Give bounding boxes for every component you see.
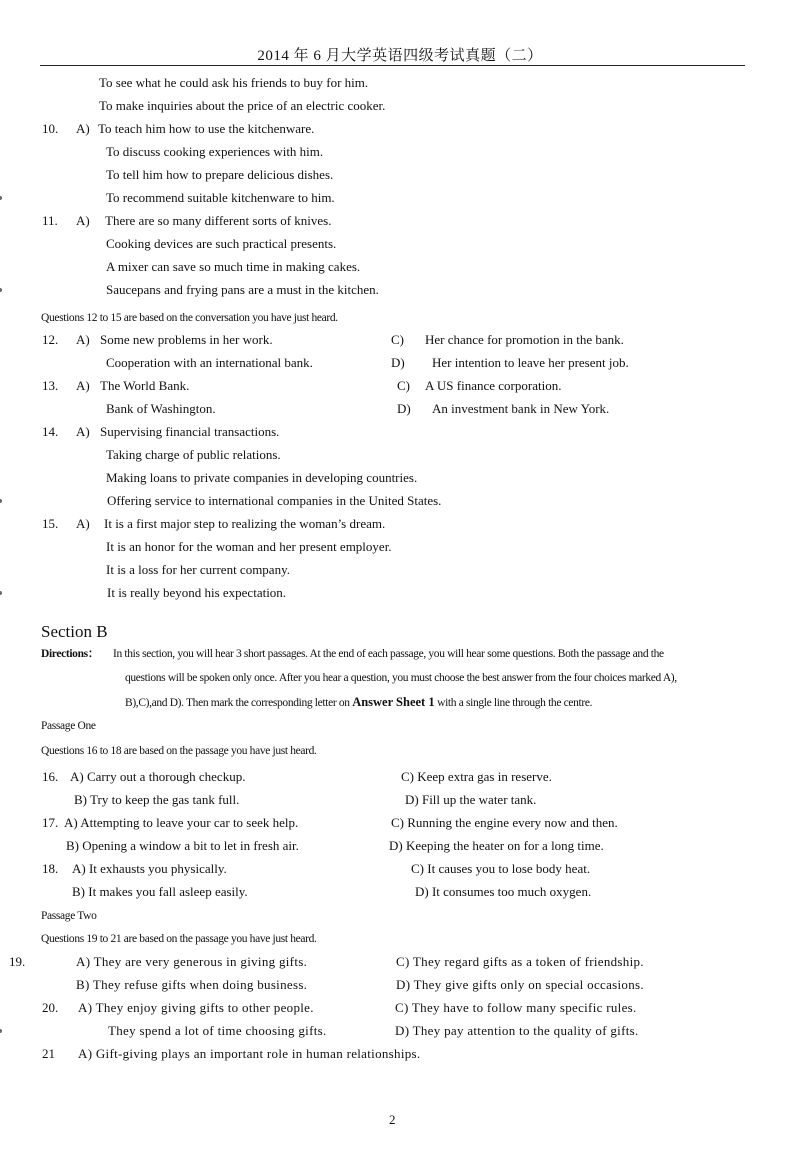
q12-option-b: Cooperation with an international bank. [106, 355, 313, 370]
q12-d-label: D) [391, 355, 405, 370]
directions-line-2: questions will be spoken only once. After you hear a question, you must choose the best answer from the four choices marked A), [125, 672, 677, 684]
q17-option-b: B) Opening a window a bit to let in fresh air. [66, 838, 299, 853]
q20-option-c: C) They have to follow many specific rules. [395, 1000, 637, 1015]
q12-option-a: Some new problems in her work. [100, 332, 273, 347]
section-b-title: Section B [41, 622, 108, 641]
q12-number: 12. [42, 332, 59, 347]
passage-two-title: Passage Two [41, 910, 97, 922]
q19-number: 19. [9, 954, 26, 969]
q13-option-d: An investment bank in New York. [432, 401, 610, 416]
q12-c-label: C) [391, 332, 404, 347]
q18-option-a: A) It exhausts you physically. [72, 861, 227, 876]
q13-c-label: C) [397, 378, 410, 393]
page-header-title: 2014 年 6 月大学英语四级考试真题（二） [257, 48, 543, 64]
q15-option-a: It is a first major step to realizing the woman’s dream. [104, 516, 386, 531]
directions-label: Directions： [41, 648, 99, 660]
q10-option-b: To discuss cooking experiences with him. [106, 144, 324, 159]
directions-line-3 [125, 694, 592, 711]
q9-option-c: To see what he could ask his friends to buy for him. [99, 75, 369, 90]
q13-option-c: A US finance corporation. [425, 378, 562, 393]
q10-number: 10. [42, 121, 59, 136]
q15-option-d: It is really beyond his expectation. [107, 585, 287, 600]
q19-option-c: C) They regard gifts as a token of friendship. [396, 954, 644, 969]
passage-one-title: Passage One [41, 720, 96, 732]
directions-line-3-pre: B),C),and D). Then mark the corresponding letter on [125, 697, 350, 709]
answer-sheet-label: Answer Sheet 1 [352, 695, 435, 709]
q15-option-b: It is an honor for the woman and her present employer. [106, 539, 392, 554]
q16-option-b: B) Try to keep the gas tank full. [74, 792, 240, 807]
q11-option-b: Cooking devices are such practical presents. [106, 236, 337, 251]
q11-option-c: A mixer can save so much time in making cakes. [106, 259, 361, 274]
q14-option-d: Offering service to international companies in the United States. [107, 493, 442, 508]
q13-number: 13. [42, 378, 59, 393]
q10-option-a: To teach him how to use the kitchenware. [98, 121, 315, 136]
q15-number: 15. [42, 516, 59, 531]
q20-option-b: They spend a lot of time choosing gifts. [108, 1023, 327, 1038]
q15-option-c: It is a loss for her current company. [106, 562, 290, 577]
q20-number: 20. [42, 1000, 59, 1015]
q18-option-b: B) It makes you fall asleep easily. [72, 884, 248, 899]
q16-option-d: D) Fill up the water tank. [405, 792, 537, 807]
q17-option-a: A) Attempting to leave your car to seek help. [64, 815, 299, 830]
q16-option-c: C) Keep extra gas in reserve. [401, 769, 552, 784]
q15-a-label: A) [76, 516, 90, 531]
q16-option-a: A) Carry out a thorough checkup. [70, 769, 246, 784]
q14-option-b: Taking charge of public relations. [106, 447, 281, 462]
q20-option-a: A) They enjoy giving gifts to other people. [78, 1000, 314, 1015]
q18-option-d: D) It consumes too much oxygen. [415, 884, 592, 899]
q13-option-b: Bank of Washington. [106, 401, 216, 416]
q14-option-a: Supervising financial transactions. [100, 424, 280, 439]
q20-option-d: D) They pay attention to the quality of gifts. [395, 1023, 639, 1038]
q14-a-label: A) [76, 424, 90, 439]
directions-line-1: In this section, you will hear 3 short passages. At the end of each passage, you will hear some questions. Both the passage and the [113, 648, 664, 660]
q12-option-d: Her intention to leave her present job. [432, 355, 629, 370]
q17-option-d: D) Keeping the heater on for a long time. [389, 838, 604, 853]
q21-number: 21 [42, 1046, 55, 1061]
q14-number: 14. [42, 424, 59, 439]
instruction-16-18: Questions 16 to 18 are based on the passage you have just heard. [41, 745, 317, 757]
q17-number: 17. [42, 815, 59, 830]
q18-option-c: C) It causes you to lose body heat. [411, 861, 591, 876]
instruction-19-21: Questions 19 to 21 are based on the passage you have just heard. [41, 933, 317, 945]
directions-line-3-post: with a single line through the centre. [437, 697, 593, 709]
q11-option-d: Saucepans and frying pans are a must in the kitchen. [106, 282, 379, 297]
q18-number: 18. [42, 861, 59, 876]
q19-option-d: D) They give gifts only on special occasions. [396, 977, 644, 992]
margin-dot [0, 591, 2, 595]
q16-number: 16. [42, 769, 59, 784]
q19-option-b: B) They refuse gifts when doing business. [76, 977, 308, 992]
q21-option-a: A) Gift-giving plays an important role in human relationships. [78, 1046, 421, 1061]
instruction-12-15: Questions 12 to 15 are based on the conversation you have just heard. [41, 312, 338, 324]
margin-dot [0, 196, 2, 200]
q10-option-d: To recommend suitable kitchenware to him. [106, 190, 335, 205]
margin-dot [0, 288, 2, 292]
margin-dot [0, 1029, 2, 1033]
page-number: 2 [389, 1112, 396, 1127]
q12-option-c: Her chance for promotion in the bank. [425, 332, 624, 347]
q11-a-label: A) [76, 213, 90, 228]
q12-a-label: A) [76, 332, 90, 347]
header-rule [40, 65, 745, 66]
q19-option-a: A) They are very generous in giving gifts. [76, 954, 308, 969]
q14-option-c: Making loans to private companies in developing countries. [106, 470, 418, 485]
q10-option-c: To tell him how to prepare delicious dishes. [106, 167, 334, 182]
q11-number: 11. [42, 213, 58, 228]
q17-option-c: C) Running the engine every now and then. [391, 815, 618, 830]
q10-a-label: A) [76, 121, 90, 136]
q11-option-a: There are so many different sorts of knives. [105, 213, 332, 228]
q9-option-d: To make inquiries about the price of an electric cooker. [99, 98, 386, 113]
q13-option-a: The World Bank. [100, 378, 190, 393]
q13-a-label: A) [76, 378, 90, 393]
q13-d-label: D) [397, 401, 411, 416]
margin-dot [0, 499, 2, 503]
